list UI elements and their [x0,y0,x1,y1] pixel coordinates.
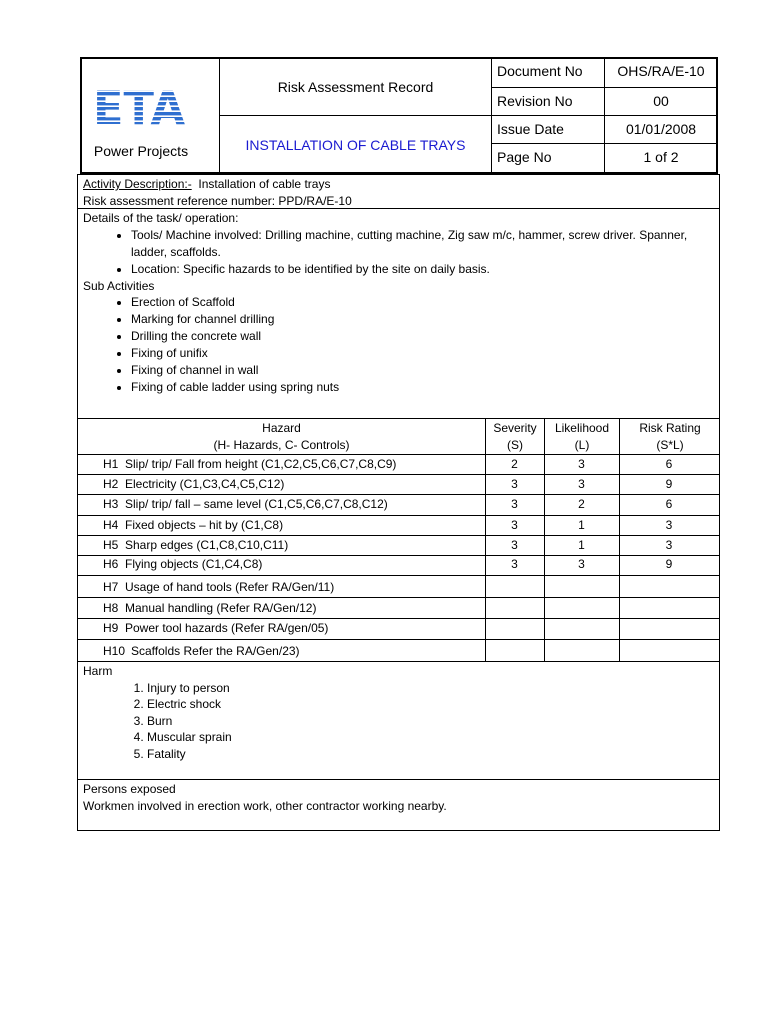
severity-value: 3 [511,477,518,491]
likelihood-value [544,640,619,661]
hazard-text: Scaffolds Refer the RA/Gen/23) [131,644,300,658]
list-item: • Tools/ Machine involved: Drilling machine, cutting machine, Zig saw m/c, hammer, screw driver. Spanner, ladder, scaffolds. [131,227,714,261]
likelihood-value: 2 [578,497,585,511]
meta-label-issue-date: Issue Date [497,121,564,137]
list-item: 1. Injury to person [147,680,714,697]
hazard-text: Power tool hazards (Refer RA/gen/05) [125,621,329,635]
company-name: Power Projects [93,143,189,159]
meta-value-revision-no: 00 [653,93,669,109]
risk-reference: Risk assessment reference number: PPD/RA/E-10 [83,193,352,208]
risk-rating-value [619,619,719,639]
likelihood-column-header: Likelihood (L) [554,421,610,452]
record-type-title: Risk Assessment Record [277,78,434,95]
meta-value-document-no: OHS/RA/E-10 [617,63,705,79]
list-item: • Fixing of cable ladder using spring nuts [131,379,714,396]
risk-rating-value [619,640,719,661]
hazard-id: H6 [103,557,119,571]
harm-section [77,661,720,780]
severity-value [485,598,544,618]
hazard-text: Slip/ trip/ Fall from height (C1,C2,C5,C6,C7,C8,C9) [125,457,397,471]
risk-rating-value: 6 [665,497,673,511]
meta-value-issue-date: 01/01/2008 [625,121,697,137]
likelihood-value: 3 [578,457,585,471]
risk-rating-value: 9 [665,477,673,491]
likelihood-value [544,619,619,639]
company-logo-cell [82,59,218,172]
harm-title: Harm [83,664,113,678]
task-details-section [77,208,720,419]
list-item: • Erection of Scaffold [131,294,714,311]
hazard-text: Slip/ trip/ fall – same level (C1,C5,C6,C7,C8,C12) [125,497,388,511]
table-row [78,535,719,555]
persons-exposed-text: Workmen involved in erection work, other contractor working nearby. [83,798,447,813]
hazard-text: Fixed objects – hit by (C1,C8) [125,518,284,532]
harm-list [83,680,714,763]
severity-value [485,640,544,661]
hazard-id: H2 [103,477,119,491]
severity-column-header: Severity (S) [493,421,537,452]
list-item: • Marking for channel drilling [131,311,714,328]
list-item: 4. Muscular sprain [147,729,714,746]
hazard-id: H4 [103,518,119,532]
severity-value: 3 [511,538,518,552]
severity-value [485,619,544,639]
hazard-id: H5 [103,538,119,552]
activity-section [77,174,720,209]
likelihood-value: 1 [578,538,585,552]
hazard-text: Sharp edges (C1,C8,C10,C11) [125,538,289,552]
meta-label-page-no: Page No [497,149,552,165]
table-row [78,618,719,639]
risk-rating-value: 6 [665,457,673,471]
activity-value: Installation of cable trays [198,177,331,191]
severity-value [485,576,544,597]
table-row [78,597,719,618]
activity-label: Activity Description:- [83,177,192,191]
logo-text: ETA [93,87,185,125]
risk-rating-value [619,576,719,597]
risk-rating-value: 3 [665,518,673,532]
list-item: • Fixing of unifix [131,345,714,362]
risk-rating-column-header: Risk Rating (S*L) [639,421,701,452]
eta-logo [93,87,185,125]
document-subject: INSTALLATION OF CABLE TRAYS [245,136,466,153]
table-row [78,454,719,474]
likelihood-value [544,598,619,618]
risk-rating-value [619,598,719,618]
header-divider [491,87,717,88]
risk-rating-value: 9 [665,557,673,571]
list-item: • Fixing of channel in wall [131,362,714,379]
hazard-id: H10 [103,644,126,658]
hazard-id: H7 [103,580,119,594]
hazard-text: Flying objects (C1,C4,C8) [125,557,263,571]
sub-activities-title: Sub Activities [83,278,155,293]
hazard-id: H8 [103,601,119,615]
details-title: Details of the task/ operation: [83,211,239,225]
hazard-id: H1 [103,457,119,471]
severity-value: 3 [511,518,518,532]
table-row [78,515,719,535]
persons-exposed-section [77,779,720,831]
header-divider [491,115,717,116]
meta-label-revision-no: Revision No [497,93,573,109]
hazard-table [77,418,720,662]
table-row [78,474,719,494]
hazard-id: H9 [103,621,119,635]
hazard-id: H3 [103,497,119,511]
hazard-text: Usage of hand tools (Refer RA/Gen/11) [125,580,335,594]
details-list [83,227,714,278]
severity-value: 3 [511,557,518,571]
likelihood-value: 1 [578,518,585,532]
list-item: 5. Fatality [147,746,714,763]
header-divider [491,143,717,144]
likelihood-value: 3 [578,557,585,571]
hazard-column-header: Hazard (H- Hazards, C- Controls) [213,421,350,452]
list-item: • Drilling the concrete wall [131,328,714,345]
list-item: • Location: Specific hazards to be identified by the site on daily basis. [131,261,714,278]
table-row [78,494,719,515]
likelihood-value: 3 [578,477,585,491]
likelihood-value [544,576,619,597]
meta-label-document-no: Document No [497,63,583,79]
table-row [78,639,719,661]
table-row [78,575,719,597]
severity-value: 2 [511,457,518,471]
list-item: 2. Electric shock [147,696,714,713]
sub-activities-list [83,294,714,396]
severity-value: 3 [511,497,518,511]
hazard-text: Electricity (C1,C3,C4,C5,C12) [125,477,285,491]
hazard-text: Manual handling (Refer RA/Gen/12) [125,601,317,615]
meta-value-page-no: 1 of 2 [643,149,679,165]
table-row [78,555,719,575]
persons-exposed-title: Persons exposed [83,782,176,796]
risk-rating-value: 3 [665,538,673,552]
list-item: 3. Burn [147,713,714,730]
